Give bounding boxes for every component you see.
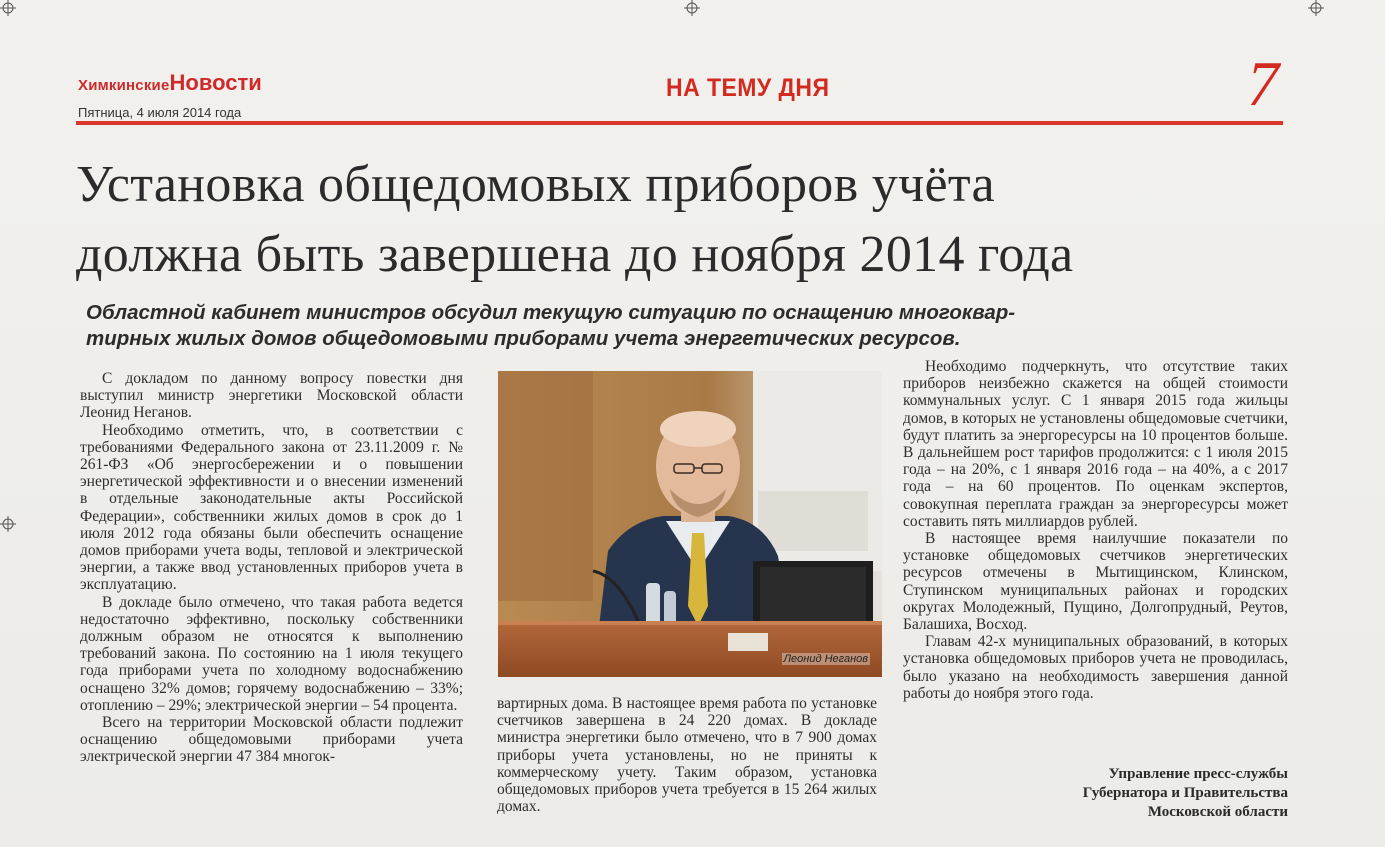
registration-mark-icon	[1308, 0, 1324, 16]
headline-line: должна быть завершена до ноября 2014 года	[76, 226, 1074, 283]
headline-line: Установка общедомовых приборов учёта	[76, 156, 995, 213]
article-photo	[498, 371, 882, 677]
article-column-1	[80, 370, 463, 766]
article-column-3	[903, 358, 1288, 702]
paragraph: С докладом по данному вопросу повестки дня выступил министр энергетики Московской области Леонид Неганов.	[80, 370, 463, 422]
article-headline	[76, 150, 1306, 290]
article-column-2	[497, 695, 877, 815]
photo-caption: Леонид Неганов	[783, 653, 868, 665]
paragraph: Главам 42-х муниципальных образований, в которых установка общедомовых приборов учета не проводилась, было указано на необходимость завершения данной работы до ноября этого года.	[903, 633, 1288, 702]
paragraph: В докладе было отмечено, что такая работа ведется недостаточно эффективно, поскольку собственники должным образом не относятся к выполнению требований закона. По состоянию на 1 июля текущего года приборами учета по холодному водоснабжению оснащено 32% домов; горячему водоснабжению – 33%; отоплению – 29%; электрической энергии – 54 процента.	[80, 593, 463, 714]
paragraph: Всего на территории Московской области подлежит оснащению общедомовыми приборами учета электрической энергии 47 384 многок-	[80, 714, 463, 766]
lead-line: Областной кабинет министров обсудил текущую ситуацию по оснащению многоквар-	[86, 301, 1016, 324]
lead-line: тирных жилых домов общедомовыми приборами учета энергетических ресурсов.	[86, 327, 961, 350]
paragraph: В настоящее время наилучшие показатели по установке общедомовых счетчиков энергетических ресурсов отмечены в Мытищинском, Клинском, Ступинском муниципальных районах и городских округах Молодежный, Пущино, Долгопрудный, Реутов, Балашиха, Восход.	[903, 530, 1288, 634]
signature-line: Московской области	[1147, 804, 1288, 820]
registration-mark-icon	[684, 0, 700, 16]
signature-line: Управление пресс-службы	[1108, 766, 1288, 782]
brand-part-two: Новости	[169, 70, 262, 95]
paragraph: Необходимо подчеркнуть, что отсутствие таких приборов неизбежно скажется на общей стоимости коммунальных услуг. С 1 января 2015 года жильцы домов, в которых не установлены общедомовые счетчики, будут платить за энергоресурсы на 10 процентов больше. В дальнейшем рост тарифов продолжится: с 1 июля 2015 года – на 20%, с 1 января 2016 года – на 40%, а с 2017 года – на 60 процентов. По оценкам экспертов, совокупная переплата граждан за энергоресурсы может составить пять миллиардов рублей.	[903, 358, 1288, 530]
signature-line: Губернатора и Правительства	[1082, 785, 1288, 801]
paragraph: Необходимо отметить, что, в соответствии с требованиями Федерального закона от 23.11.2009 г. № 261-ФЗ «Об энергосбережении и о повышении энергетической эффективности и о внесении изменений в отдельные законодательные акты Российской Федерации», собственники жилых домов в срок до 1 июля 2012 года обязаны были обеспечить оснащение домов приборами учета воды, тепловой и электрической энергии, а также ввод установленных приборов учета в эксплуатацию.	[80, 421, 463, 594]
registration-mark-icon	[0, 516, 16, 532]
paragraph: вартирных дома. В настоящее время работа по установке счетчиков завершена в 24 220 домах. В докладе министра энергетики было отмечено, что в 7 900 домах приборы учета установлены, но не приняты к коммерческому учету. Таким образом, установка общедомовых приборов учета требуется в 15 264 жилых домах.	[497, 695, 877, 816]
section-label: НА ТЕМУ ДНЯ	[666, 74, 830, 102]
brand-part-one: Химкинские	[78, 77, 170, 94]
header-rule	[76, 121, 1283, 125]
article-signature	[903, 765, 1288, 822]
registration-mark-icon	[0, 0, 16, 16]
page-number: 7	[1247, 48, 1279, 119]
speaker-photo-illustration	[498, 371, 882, 677]
issue-date: Пятница, 4 июля 2014 года	[78, 105, 242, 120]
article-lead	[86, 300, 1296, 352]
newspaper-logo	[78, 70, 262, 96]
